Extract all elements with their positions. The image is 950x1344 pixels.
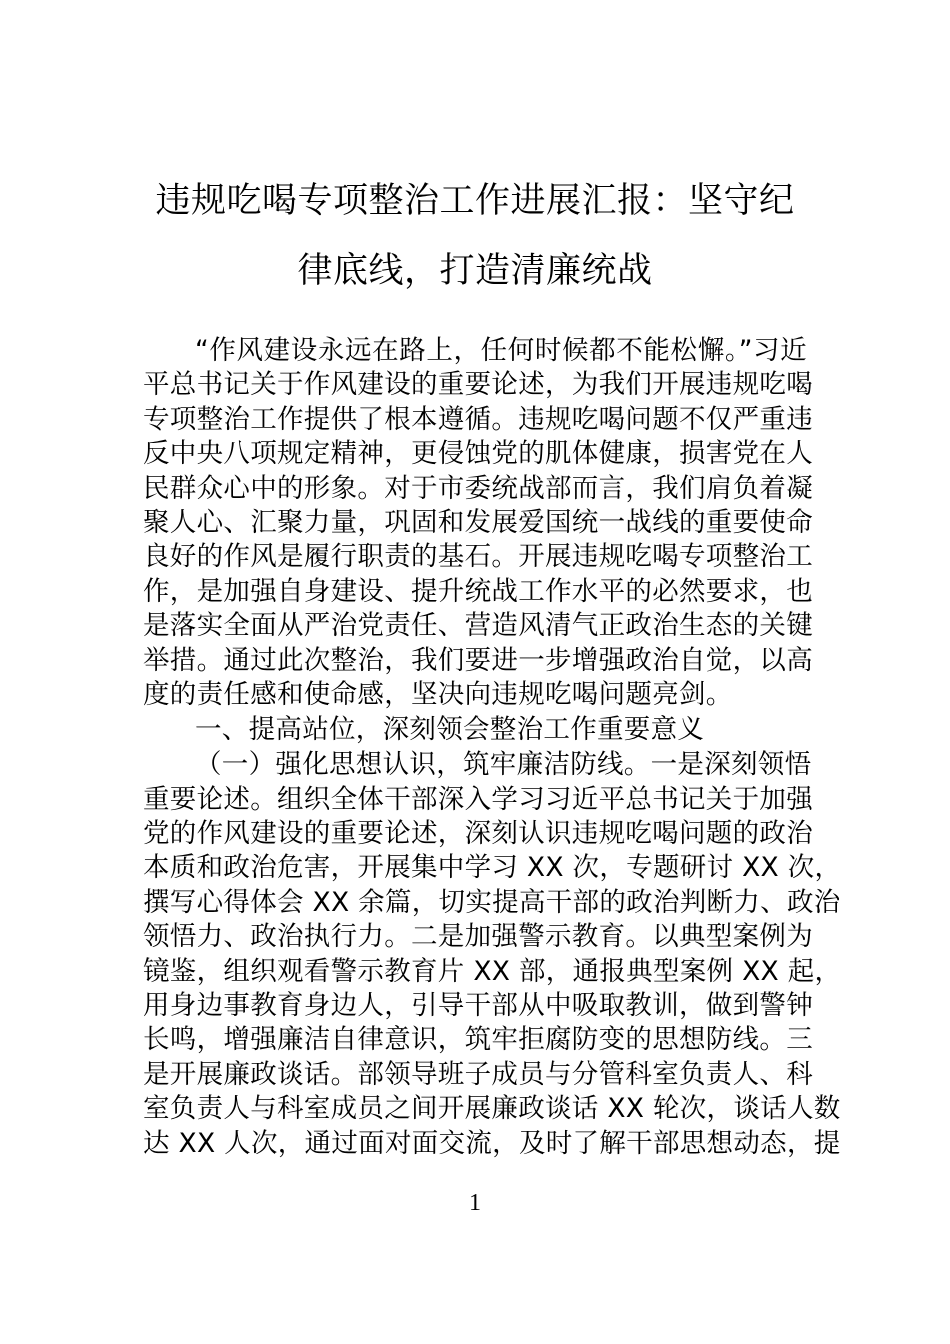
- section-heading: [143, 712, 807, 748]
- text-line: 反中央八项规定精神，更侵蚀党的肌体健康，损害党在人: [143, 438, 813, 470]
- title-line-1: 违规吃喝专项整治工作进展汇报：坚守纪: [155, 181, 795, 221]
- text-line: 用身边事教育身边人，引导干部从中吸取教训，做到警钟: [143, 990, 813, 1022]
- text-line: 良好的作风是履行职责的基石。开展违规吃喝专项整治工: [143, 541, 813, 573]
- text-line: 专项整治工作提供了根本遵循。违规吃喝问题不仅严重违: [143, 403, 813, 435]
- text-line: 达 XX 人次，通过面对面交流，及时了解干部思想动态，提: [143, 1127, 841, 1159]
- text-line: 本质和政治危害，开展集中学习 XX 次，专题研讨 XX 次，: [143, 852, 842, 884]
- document-body: [143, 334, 842, 1161]
- text-line: 镜鉴，组织观看警示教育片 XX 部，通报典型案例 XX 起，: [143, 955, 842, 987]
- text-line: 领悟力、政治执行力。二是加强警示教育。以典型案例为: [143, 921, 813, 953]
- text-line: 民群众心中的形象。对于市委统战部而言，我们肩负着凝: [143, 472, 813, 504]
- text-line: （一）强化思想认识，筑牢廉洁防线。一是深刻领悟: [195, 749, 812, 781]
- text-line: 撰写心得体会 XX 余篇，切实提高干部的政治判断力、政治: [143, 886, 841, 918]
- text-line: 长鸣，增强廉洁自律意识，筑牢拒腐防变的思想防线。三: [143, 1024, 813, 1056]
- text-line: 平总书记关于作风建设的重要论述，为我们开展违规吃喝: [143, 369, 813, 401]
- text-line: 是开展廉政谈话。部领导班子成员与分管科室负责人、科: [143, 1058, 813, 1090]
- document-title: [140, 166, 810, 306]
- text-line: 聚人心、汇聚力量，巩固和发展爱国统一战线的重要使命: [143, 506, 813, 538]
- intro-paragraph: [143, 334, 813, 712]
- text-line: 度的责任感和使命感，坚决向违规吃喝问题亮剑。: [143, 678, 733, 710]
- title-line-2: 律底线，打造清廉统战: [297, 251, 653, 291]
- text-line: 党的作风建设的重要论述，深刻认识违规吃喝问题的政治: [143, 818, 813, 850]
- subsection-paragraph: [143, 748, 842, 1161]
- text-line: 重要论述。组织全体干部深入学习习近平总书记关于加强: [143, 783, 813, 815]
- section-heading-text: 一、提高站位，深刻领会整治工作重要意义: [195, 714, 705, 746]
- text-line: 作，是加强自身建设、提升统战工作水平的必然要求，也: [143, 575, 813, 607]
- page-number: 1: [469, 1190, 481, 1216]
- text-line: 室负责人与科室成员之间开展廉政谈话 XX 轮次，谈话人数: [143, 1093, 841, 1125]
- text-line: 是落实全面从严治党责任、营造风清气正政治生态的关键: [143, 610, 813, 642]
- text-line: 举措。通过此次整治，我们要进一步增强政治自觉，以高: [143, 644, 813, 676]
- text-line: “作风建设永远在路上，任何时候都不能松懈。”习近: [195, 335, 807, 366]
